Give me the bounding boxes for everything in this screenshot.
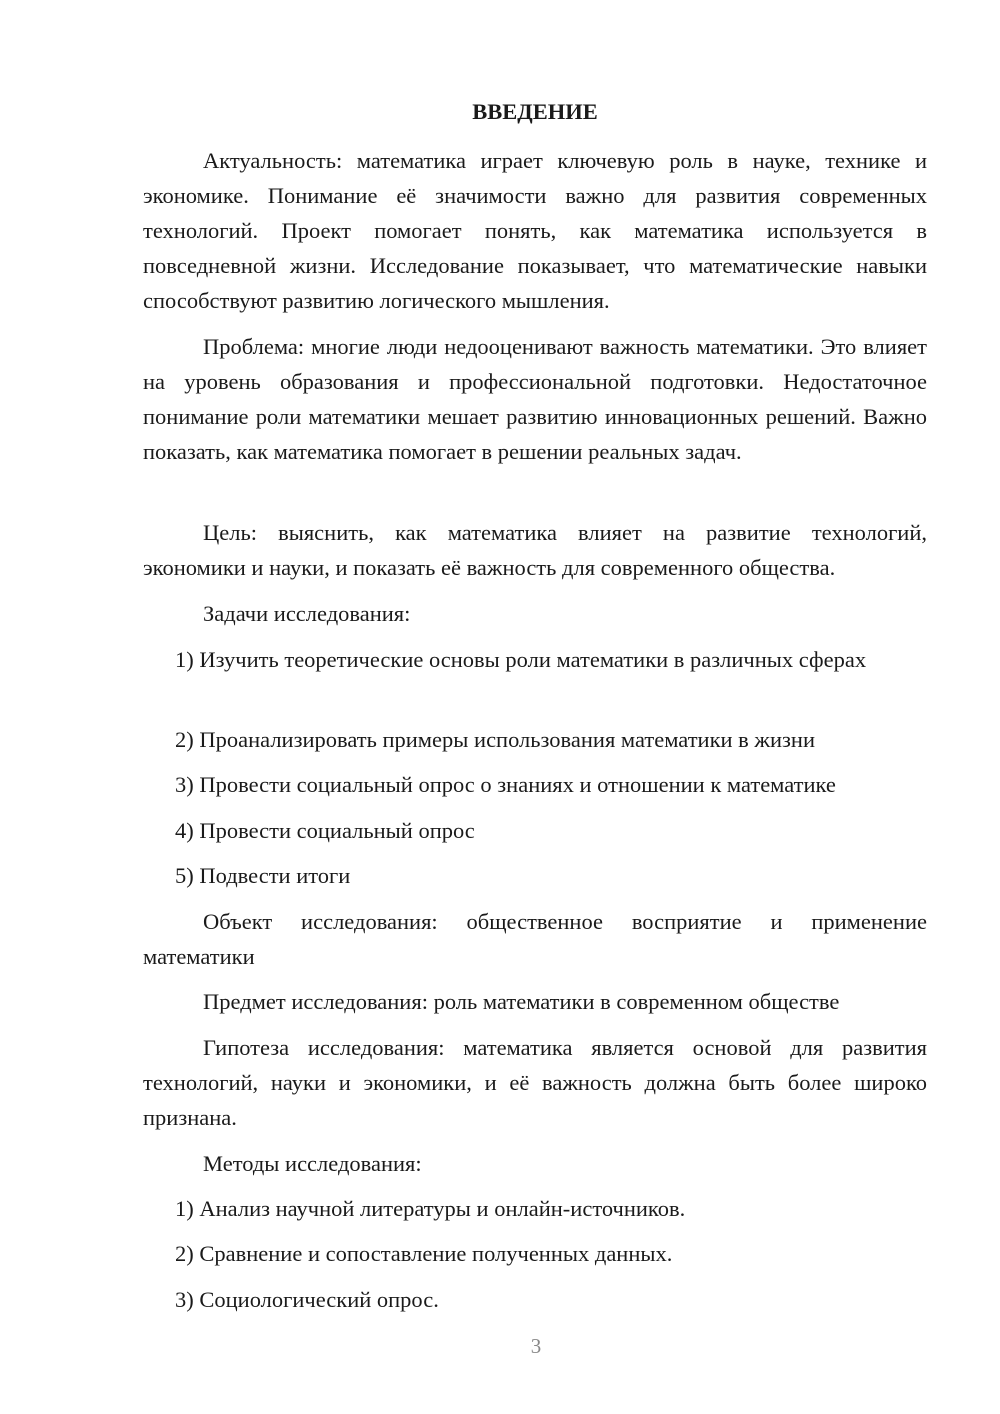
method-item-1: 1) Анализ научной литературы и онлайн-источников. xyxy=(175,1196,686,1221)
task-item-5: 5) Подвести итоги xyxy=(175,863,351,888)
method-item-2: 2) Сравнение и сопоставление полученных данных. xyxy=(175,1241,673,1266)
subject-paragraph: Предмет исследования: роль математики в современном обществе xyxy=(203,989,840,1014)
methods-heading: Методы исследования: xyxy=(203,1151,422,1176)
relevance-paragraph: Актуальность: математика играет ключевую роль в науке, технике и экономике. Понимание её значимости важно для развития современных технологий. Проект помогает понять, как математика используется в повседневной жизни. Исследование показывает, что математические навыки способствуют развитию логического мышления. xyxy=(143,148,927,313)
section-heading: ВВЕДЕНИЕ xyxy=(472,99,598,124)
hypothesis-paragraph: Гипотеза исследования: математика является основой для развития технологий, науки и экономики, и её важность должна быть более широко признана. xyxy=(143,1035,927,1130)
task-item-4: 4) Провести социальный опрос xyxy=(175,818,475,843)
page-number: 3 xyxy=(530,1334,542,1358)
method-item-3: 3) Социологический опрос. xyxy=(175,1287,439,1312)
problem-paragraph: Проблема: многие люди недооценивают важность математики. Это влияет на уровень образования и профессиональной подготовки. Недостаточное понимание роли математики мешает развитию инновационных решений. Важно показать, как математика помогает в решении реальных задач. xyxy=(143,334,927,464)
goal-paragraph: Цель: выяснить, как математика влияет на развитие технологий, экономики и науки, и показать её важность для современного общества. xyxy=(143,520,927,580)
object-paragraph: Объект исследования: общественное восприятие и применение математики xyxy=(143,909,927,969)
tasks-heading: Задачи исследования: xyxy=(203,601,411,626)
task-item-1: 1) Изучить теоретические основы роли математики в различных сферах xyxy=(175,647,867,672)
task-item-3: 3) Провести социальный опрос о знаниях и отношении к математике xyxy=(175,772,836,797)
task-item-2: 2) Проанализировать примеры использования математики в жизни xyxy=(175,727,815,752)
